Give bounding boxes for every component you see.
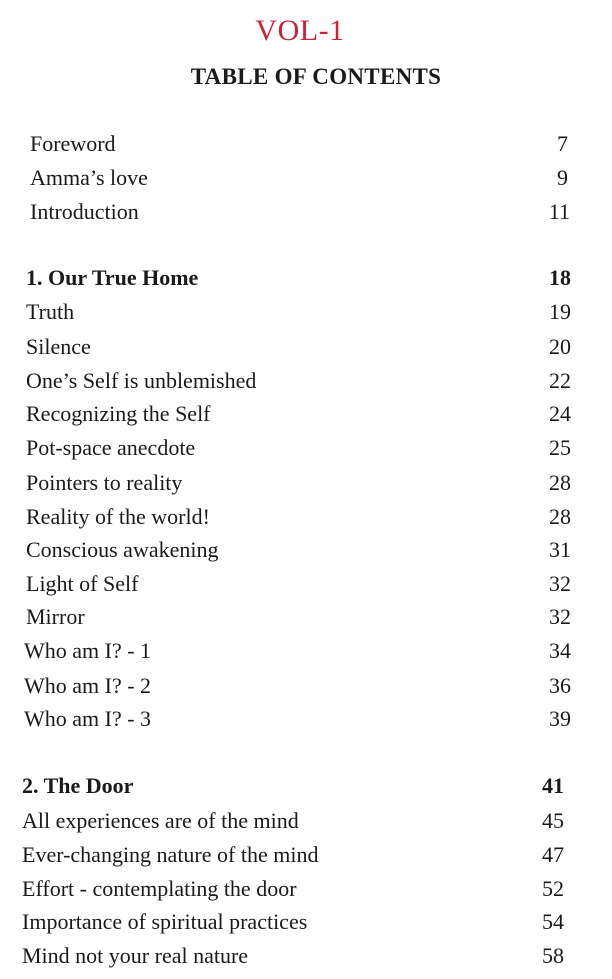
toc-entry-label: Introduction: [30, 199, 139, 224]
toc-entry-page: 9: [557, 165, 568, 190]
toc-entry-page: 28: [549, 504, 571, 529]
toc-entry-page: 32: [549, 604, 571, 629]
toc-entry-page: 11: [548, 199, 570, 224]
toc-entry[interactable]: [30, 132, 570, 158]
toc-entry[interactable]: [22, 809, 570, 835]
toc-entry-page: 54: [542, 909, 564, 934]
toc-entry[interactable]: [22, 877, 570, 903]
toc-entry[interactable]: [26, 471, 572, 497]
chapter-heading-label: 2. The Door: [22, 773, 134, 798]
chapter-heading[interactable]: [26, 266, 572, 292]
toc-entry[interactable]: [24, 707, 572, 733]
toc-entry-page: 19: [549, 299, 571, 324]
toc-entry-page: 25: [549, 435, 571, 460]
toc-entry-label: Amma’s love: [30, 165, 148, 190]
toc-entry-page: 39: [549, 706, 571, 731]
toc-entry-label: Silence: [26, 334, 91, 359]
toc-entry-page: 22: [549, 368, 571, 393]
toc-entry-label: Importance of spiritual practices: [22, 909, 308, 934]
toc-entry-label: Light of Self: [26, 571, 139, 596]
chapter-heading-label: 1. Our True Home: [26, 265, 199, 290]
toc-entry[interactable]: [26, 505, 572, 531]
toc-entry-label: Conscious awakening: [26, 537, 219, 562]
toc-entry-label: All experiences are of the mind: [22, 808, 299, 833]
toc-entry[interactable]: [22, 910, 570, 936]
chapter-heading-page: 41: [542, 773, 564, 798]
toc-entry-page: 34: [549, 638, 571, 663]
toc-entry-label: Effort - contemplating the door: [22, 876, 297, 901]
toc-entry[interactable]: [22, 944, 570, 970]
toc-entry-label: Mind not your real nature: [22, 943, 249, 968]
toc-entry-page: 52: [542, 876, 564, 901]
toc-entry-label: Truth: [26, 299, 75, 324]
page-title: TABLE OF CONTENTS: [190, 64, 442, 89]
toc-entry-page: 58: [542, 943, 564, 968]
toc-entry[interactable]: [26, 436, 572, 462]
toc-entry-page: 31: [549, 537, 571, 562]
toc-entry-label: Foreword: [30, 131, 116, 156]
toc-entry[interactable]: [30, 200, 570, 226]
toc-entry[interactable]: [26, 402, 572, 428]
toc-entry-label: Recognizing the Self: [26, 401, 211, 426]
toc-entry-label: Mirror: [26, 604, 85, 629]
toc-entry-label: Pot-space anecdote: [26, 435, 196, 460]
toc-entry-page: 36: [549, 673, 571, 698]
toc-entry[interactable]: [24, 674, 572, 700]
toc-entry-label: One’s Self is unblemished: [26, 368, 257, 393]
toc-entry[interactable]: [26, 369, 572, 395]
toc-entry-label: Ever-changing nature of the mind: [22, 842, 319, 867]
toc-entry[interactable]: [30, 166, 570, 192]
toc-entry-page: 45: [542, 808, 564, 833]
volume-label: VOL-1: [255, 14, 345, 47]
toc-entry-page: 20: [549, 334, 571, 359]
toc-entry[interactable]: [24, 639, 572, 665]
toc-entry[interactable]: [26, 572, 572, 598]
toc-entry-label: Who am I? - 3: [24, 706, 152, 731]
chapter-heading[interactable]: [22, 774, 570, 800]
toc-entry-page: 32: [549, 571, 571, 596]
toc-entry-label: Who am I? - 2: [24, 673, 152, 698]
toc-entry-label: Who am I? - 1: [24, 638, 152, 663]
toc-entry[interactable]: [26, 335, 572, 361]
toc-entry-label: Reality of the world!: [26, 504, 210, 529]
chapter-heading-page: 18: [549, 265, 571, 290]
toc-entry-page: 24: [549, 401, 571, 426]
toc-entry-page: 47: [542, 842, 564, 867]
toc-entry[interactable]: [26, 538, 572, 564]
toc-entry[interactable]: [26, 300, 572, 326]
toc-entry[interactable]: [26, 605, 572, 631]
toc-entry[interactable]: [22, 843, 570, 869]
toc-entry-label: Pointers to reality: [26, 470, 183, 495]
toc-entry-page: 28: [549, 470, 571, 495]
toc-entry-page: 7: [557, 131, 568, 156]
